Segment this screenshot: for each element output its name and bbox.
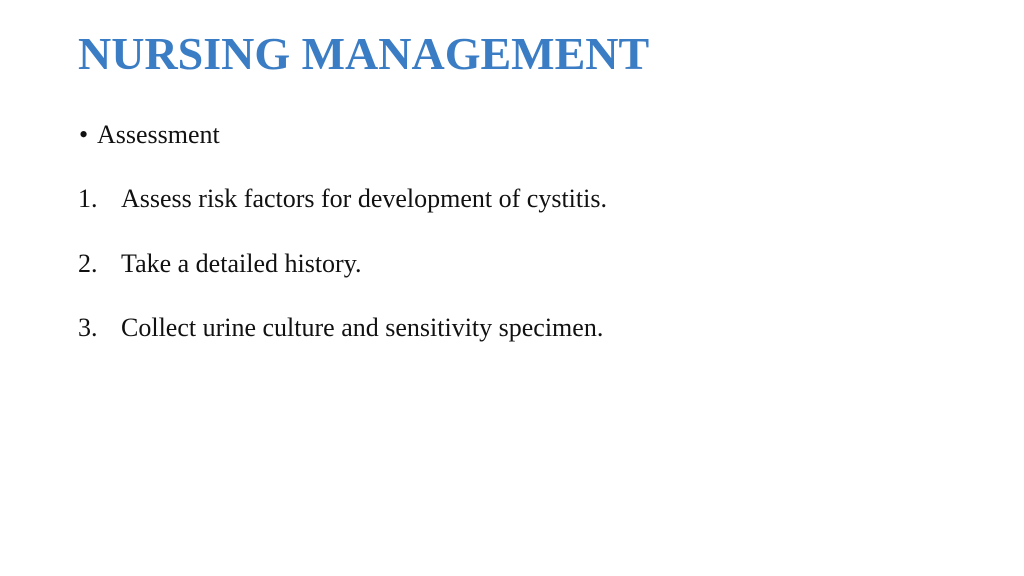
item-number: 2.: [78, 249, 98, 278]
item-number: 3.: [78, 313, 98, 342]
numbered-item-2: [78, 247, 362, 281]
slide-title: NURSING MANAGEMENT: [78, 28, 650, 79]
bullet-item-assessment: [79, 118, 220, 152]
item-text: Assess risk factors for development of cystitis.: [121, 184, 607, 213]
numbered-item-1: [78, 182, 607, 216]
bullet-icon: •: [79, 120, 89, 149]
section-label: Assessment: [97, 120, 220, 149]
item-number: 1.: [78, 184, 98, 213]
numbered-item-3: [78, 311, 603, 345]
item-text: Take a detailed history.: [121, 249, 362, 278]
item-text: Collect urine culture and sensitivity specimen.: [121, 313, 604, 342]
